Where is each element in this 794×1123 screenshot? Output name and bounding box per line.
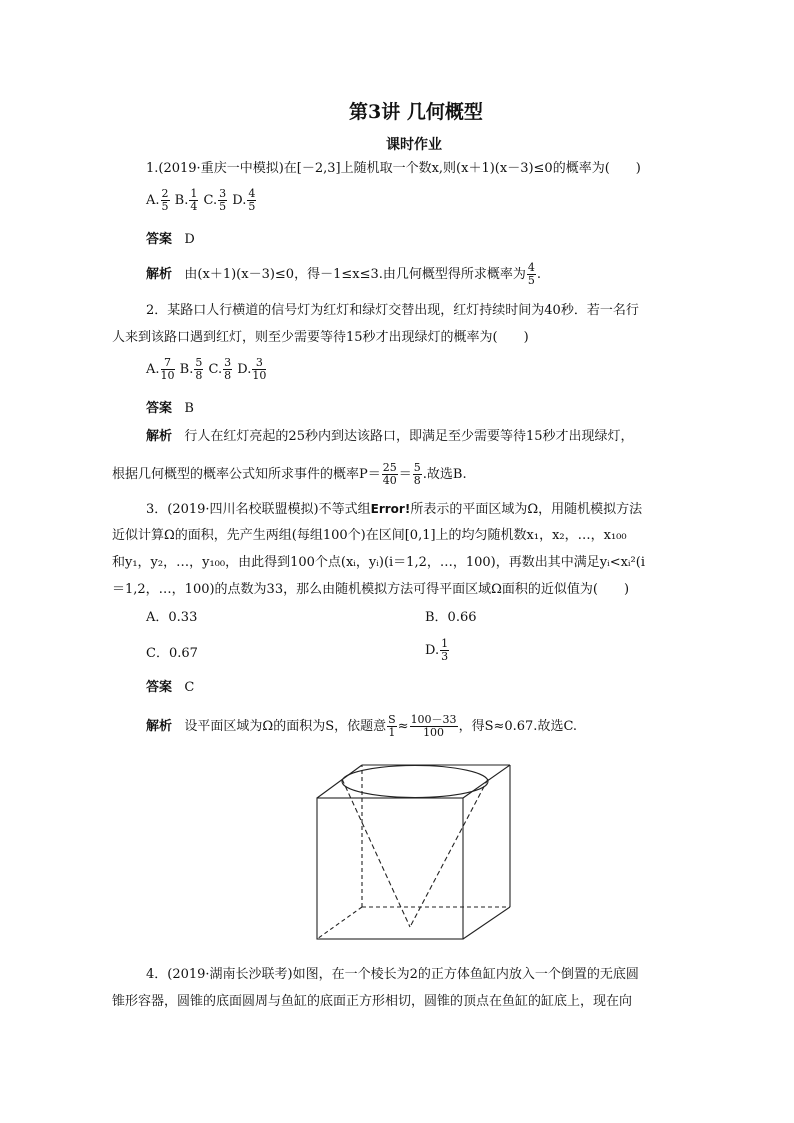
q2-analysis-line2: 根据几何概型的概率公式知所求事件的概率P＝ $\frac{25}{40}$ ＝ $\frac{5}{8}$ .故选B. [112,461,467,487]
page-subtitle: 课时作业 [386,137,442,153]
q4-line1: 4．(2019·湖南长沙联考)如图，在一个棱长为2的正方体鱼缸内放入一个倒置的无底圆 [146,967,639,982]
q1-option-b: B. $\frac{1}{4}$ [174,187,198,213]
q3-answer: 答案 C [146,680,195,695]
q2-answer-value: B [184,401,194,416]
q3-line4: ＝1,2，…，100)的点数为33，那么由随机模拟方法可得平面区域Ω面积的近似值为( ) [112,582,630,597]
q3-option-a: A．0.33 [146,610,198,625]
q2-stem-line2: 人来到该路口遇到红灯，则至少需要等待15秒才出现绿灯的概率为( ) [112,330,529,345]
front-face [317,798,463,939]
hidden-edge-left-bottom [317,907,362,939]
q3-option-b: B．0.66 [425,610,477,625]
answer-label: 答案 [146,232,173,247]
q1-answer-value: D [184,232,195,247]
cone-base-ellipse [342,766,488,798]
q3-option-d: D. $\frac{1}{3}$ [425,637,449,663]
cone-generator-left [342,779,410,927]
q3-line3: 和y₁，y₂，…，y₁₀₀，由此得到100个点(xᵢ，yᵢ)(i＝1,2，…，100)，再数出其中满足yᵢ<xᵢ²(i [112,555,645,570]
q1-options [146,188,257,213]
q1-answer [146,232,195,248]
edge-top-right [463,765,510,798]
q2-option-a: A. $\frac{7}{10}$ [146,356,175,382]
q4-line2: 锥形容器，圆锥的底面圆周与鱼缸的底面正方形相切，圆锥的顶点在鱼缸的缸底上，现在向 [112,994,633,1009]
q3-answer-value: C [184,680,195,695]
q2-stem-line1: 2．某路口人行横道的信号灯为红灯和绿灯交替出现，红灯持续时间为40秒．若一名行 [146,303,639,318]
edge-bottom-right [463,907,510,939]
q3-option-c: C．0.67 [146,646,198,661]
q1-stem: 1.(2019·重庆一中模拟)在[－2,3]上随机取一个数x,则(x＋1)(x－3)≤0的概率为( ) [146,161,641,176]
q2-option-c: C. $\frac{3}{8}$ [208,356,232,382]
q3-analysis: 解析 设平面区域为Ω的面积为S，依题意 $\frac{S}{1}$ ≈ $\frac{100-33}{100}$ ，得S≈0.67.故选C. [146,713,578,739]
q2-answer: 答案 B [146,401,194,416]
q2-option-d: D. $\frac{3}{10}$ [237,356,267,382]
q2-options [146,357,267,382]
q1-option-c: C. $\frac{3}{5}$ [203,187,227,213]
cone-generator-right [410,779,488,927]
q3-line1: 3．(2019·四川名校联盟模拟)不等式组Error!所表示的平面区域为Ω，用随机模拟方法 [146,502,643,517]
q1-option-d: D. $\frac{4}{5}$ [232,187,256,213]
q3-line2: 近似计算Ω的面积，先产生两组(每组100个)在区间[0,1]上的均匀随机数x₁，x₂，…，x₁₀₀ [112,528,627,543]
q1-analysis: 解析 由(x＋1)(x－3)≤0，得－1≤x≤3.由几何概型得所求概率为 $\frac{4}{5}$ . [146,261,542,287]
q2-option-b: B. $\frac{5}{8}$ [179,356,203,382]
q1-option-a: A. $\frac{2}{5}$ [146,187,169,213]
edge-top-left [317,765,362,798]
q2-analysis-line1: 解析 行人在红灯亮起的25秒内到达该路口，即满足至少需要等待15秒才出现绿灯， [146,429,634,444]
cube-cone-figure [300,755,530,945]
page-title: 第3讲 几何概型 [349,101,483,123]
error-marker: Error! [370,502,411,516]
analysis-label: 解析 [146,267,173,282]
